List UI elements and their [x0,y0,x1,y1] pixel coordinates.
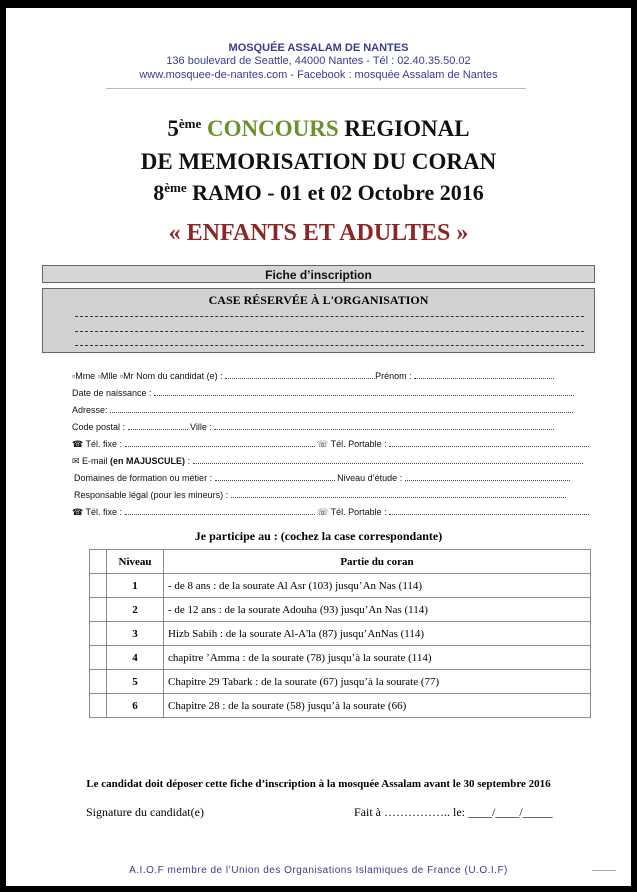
reserved-title: CASE RÉSERVÉE À L'ORGANISATION [208,293,429,307]
table-row [90,622,591,646]
level-number: 5 [107,670,164,694]
field-nom[interactable] [72,370,554,381]
field-tel[interactable] [72,438,589,450]
fill-responsable[interactable] [231,489,566,498]
fill-domaines[interactable] [215,472,335,481]
level-description: Chapitre 29 Tabark : de la sourate (67) jusqu’à la sourate (77) [164,670,591,694]
level-checkbox[interactable] [90,598,107,622]
label-adresse: Adresse: [72,405,111,415]
fait-a-field[interactable]: Fait à …………….. le: ____/____/_____ [354,805,553,819]
field-email[interactable] [72,455,583,467]
field-responsable[interactable] [74,489,566,500]
reserved-box [42,288,595,353]
label-cp: Code postal : [72,422,128,432]
header-niveau: Niveau [107,550,164,574]
level-checkbox[interactable] [90,694,107,718]
table-header-row [90,550,591,574]
label-email-colon: : [185,456,193,466]
fill-tel-portable[interactable] [389,438,589,447]
label-email: ✉ E-mail [72,456,111,466]
signature-label: Signature du candidat(e) [86,805,204,819]
title-line-3 [6,180,631,206]
title-line-1 [6,116,631,142]
reserved-line [75,316,584,317]
level-checkbox[interactable] [90,670,107,694]
level-description: Hizb Sabih : de la sourate Al-A'la (87) jusqu’AnNas (114) [164,622,591,646]
title-concours: CONCOURS [207,116,339,141]
header-divider [106,88,526,89]
label-responsable: Responsable légal (pour les mineurs) : [74,490,231,500]
title-ramo: RAMO - 01 et 02 Octobre 2016 [186,180,484,205]
participe-heading: Je participe au : (cochez la case correspondante) [194,529,443,543]
level-checkbox[interactable] [90,646,107,670]
deadline-note: Le candidat doit déposer cette fiche d’inscription à la mosquée Assalam avant le 30 septembre 2016 [86,778,551,790]
fill-prenom[interactable] [414,370,554,379]
label-ville: Ville : [187,422,215,432]
reserved-line [75,345,584,346]
title-regional: REGIONAL [338,116,470,141]
fill-tel-fixe-2[interactable] [125,506,315,515]
table-row [90,646,591,670]
label-tel-fixe-2: ☎ Tél. fixe : [72,507,125,517]
title-line-4: « ENFANTS ET ADULTES » [168,220,469,246]
title-sup: ème [178,116,202,131]
label-prenom: Prénom : [375,371,415,381]
fill-naissance[interactable] [154,387,574,396]
fill-ville[interactable] [214,421,554,430]
header-web: www.mosquee-de-nantes.com - Facebook : mosquée Assalam de Nantes [139,69,498,81]
header-address: 136 boulevard de Seattle, 44000 Nantes - Tél : 02.40.35.50.02 [166,55,471,67]
level-description: chapitre ’Amma : de la sourate (78) jusqu’à la sourate (114) [164,646,591,670]
table-row [90,598,591,622]
levels-table [89,549,591,718]
field-naissance[interactable] [72,387,574,398]
fill-cp[interactable] [128,421,188,430]
label-naissance: Date de naissance : [72,388,155,398]
label-tel-portable: ☏ Tél. Portable : [314,439,390,449]
header-partie: Partie du coran [164,550,591,574]
fill-niveau[interactable] [405,472,570,481]
fill-tel-fixe[interactable] [125,438,315,447]
fill-email[interactable] [193,455,583,464]
label-email-majuscule: (en MAJUSCULE) [110,456,186,466]
level-description: - de 12 ans : de la sourate Adouha (93) jusqu’An Nas (114) [164,598,591,622]
level-description: - de 8 ans : de la sourate Al Asr (103) jusqu’An Nas (114) [164,574,591,598]
level-checkbox[interactable] [90,622,107,646]
fiche-heading: Fiche d’inscription [42,265,595,283]
fill-nom[interactable] [225,370,375,379]
label-domaines: Domaines de formation ou métier : [74,473,215,483]
field-cp-ville[interactable] [72,421,554,432]
level-number: 4 [107,646,164,670]
field-adresse[interactable] [72,404,573,415]
table-row [90,694,591,718]
header-org: MOSQUÉE ASSALAM DE NANTES [228,42,409,54]
label-nom: ▫Mme ▫Mlle ▫Mr Nom du candidat (e) : [72,371,226,381]
label-tel-fixe: ☎ Tél. fixe : [72,439,125,449]
level-number: 1 [107,574,164,598]
level-number: 3 [107,622,164,646]
level-checkbox[interactable] [90,574,107,598]
reserved-line [75,331,584,332]
title-line-2: DE MEMORISATION DU CORAN [140,149,497,174]
fill-adresse[interactable] [110,404,573,413]
level-number: 6 [107,694,164,718]
label-niveau: Niveau d’étude : [334,473,405,483]
footer-text: A.I.O.F membre de l’Union des Organisations Islamiques de France (U.O.I.F) [129,865,508,876]
title-sup-3: ème [164,180,187,195]
table-row [90,574,591,598]
field-tel-2[interactable] [72,506,589,518]
title-num: 5 [167,116,179,141]
title-num-3: 8 [153,180,165,205]
table-row [90,670,591,694]
field-domaines[interactable] [74,472,570,483]
label-tel-portable-2: ☏ Tél. Portable : [314,507,390,517]
level-number: 2 [107,598,164,622]
level-description: Chapitre 28 : de la sourate (58) jusqu’à la sourate (66) [164,694,591,718]
corner-mark [592,870,616,871]
checkbox-header [90,550,107,574]
fill-tel-portable-2[interactable] [389,506,589,515]
document-page [6,8,631,886]
